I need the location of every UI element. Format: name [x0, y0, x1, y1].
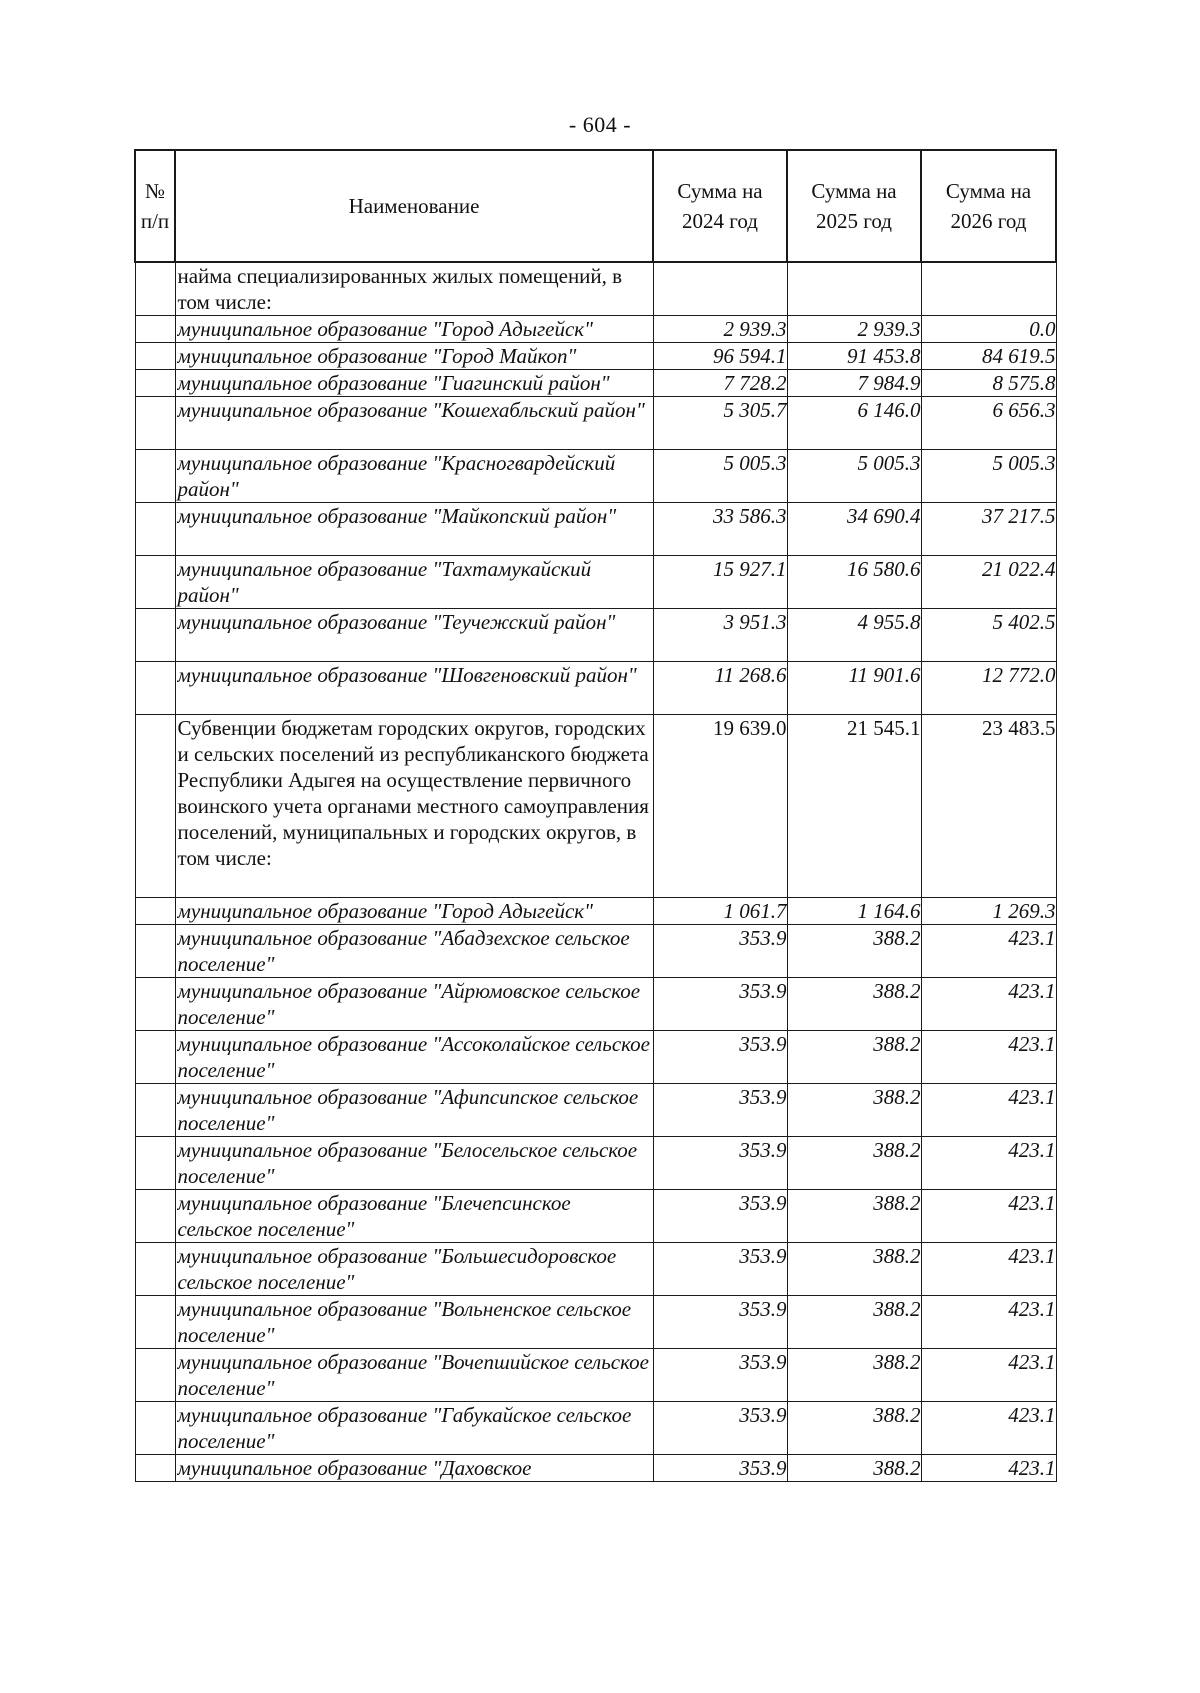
row-value-2025: 388.2	[787, 1031, 921, 1084]
row-value-2026: 6 656.3	[921, 397, 1056, 450]
table-row	[135, 370, 1056, 397]
table-row	[135, 1455, 1056, 1482]
row-number-cell	[135, 262, 175, 316]
row-number-cell	[135, 1455, 175, 1482]
row-value-2025: 388.2	[787, 1137, 921, 1190]
row-number-cell	[135, 1190, 175, 1243]
table-row	[135, 715, 1056, 898]
row-value-2025: 91 453.8	[787, 343, 921, 370]
table-header-row	[135, 150, 1056, 262]
row-number-cell	[135, 1349, 175, 1402]
table-row	[135, 1190, 1056, 1243]
row-value-2025: 2 939.3	[787, 316, 921, 343]
row-value-2024: 96 594.1	[653, 343, 787, 370]
row-number-cell	[135, 316, 175, 343]
row-value-2024: 7 728.2	[653, 370, 787, 397]
row-name-cell: муниципальное образование "Кошехабльский район"	[175, 397, 653, 450]
row-name-cell: муниципальное образование "Город Адыгейск"	[175, 898, 653, 925]
table-row	[135, 609, 1056, 662]
row-number-cell	[135, 556, 175, 609]
row-value-2025: 7 984.9	[787, 370, 921, 397]
row-number-cell	[135, 925, 175, 978]
row-number-cell	[135, 1243, 175, 1296]
row-name-cell: муниципальное образование "Вочепшийское сельское поселение"	[175, 1349, 653, 1402]
row-name-cell: муниципальное образование "Тахтамукайский район"	[175, 556, 653, 609]
row-value-2025: 388.2	[787, 925, 921, 978]
header-sum-2026: Сумма на 2026 год	[921, 150, 1056, 262]
row-name-cell: муниципальное образование "Айрюмовское сельское поселение"	[175, 978, 653, 1031]
row-value-2025: 21 545.1	[787, 715, 921, 898]
row-value-2025: 388.2	[787, 1455, 921, 1482]
row-value-2024: 353.9	[653, 1084, 787, 1137]
row-value-2026: 8 575.8	[921, 370, 1056, 397]
row-value-2025	[787, 262, 921, 316]
row-number-cell	[135, 1402, 175, 1455]
table-body	[135, 262, 1056, 1482]
row-value-2026: 1 269.3	[921, 898, 1056, 925]
table-row	[135, 343, 1056, 370]
row-value-2026: 423.1	[921, 925, 1056, 978]
row-number-cell	[135, 1296, 175, 1349]
row-name-cell: муниципальное образование "Шовгеновский район"	[175, 662, 653, 715]
row-value-2026: 423.1	[921, 1190, 1056, 1243]
table-row	[135, 556, 1056, 609]
table-row	[135, 1031, 1056, 1084]
row-value-2026: 5 402.5	[921, 609, 1056, 662]
row-name-cell: муниципальное образование "Абадзехское сельское поселение"	[175, 925, 653, 978]
row-name-cell: муниципальное образование "Ассоколайское сельское поселение"	[175, 1031, 653, 1084]
row-value-2026: 423.1	[921, 1243, 1056, 1296]
row-value-2025: 388.2	[787, 1402, 921, 1455]
row-value-2024: 353.9	[653, 978, 787, 1031]
row-value-2024: 15 927.1	[653, 556, 787, 609]
row-value-2024: 11 268.6	[653, 662, 787, 715]
row-number-cell	[135, 662, 175, 715]
row-name-cell: муниципальное образование "Гиагинский район"	[175, 370, 653, 397]
row-value-2024: 353.9	[653, 1349, 787, 1402]
row-number-cell	[135, 978, 175, 1031]
row-value-2025: 6 146.0	[787, 397, 921, 450]
table-row	[135, 503, 1056, 556]
row-value-2026: 23 483.5	[921, 715, 1056, 898]
row-value-2024: 353.9	[653, 1296, 787, 1349]
table-row	[135, 450, 1056, 503]
row-value-2025: 388.2	[787, 1190, 921, 1243]
table-row	[135, 1137, 1056, 1190]
row-value-2025: 388.2	[787, 1084, 921, 1137]
row-value-2024: 353.9	[653, 1402, 787, 1455]
row-value-2024: 33 586.3	[653, 503, 787, 556]
row-name-cell: муниципальное образование "Красногвардейский район"	[175, 450, 653, 503]
row-number-cell	[135, 503, 175, 556]
row-name-cell: Субвенции бюджетам городских округов, городских и сельских поселений из республиканского бюджета Республики Адыгея на осуществление первичного воинского учета органами местного самоуправления поселений, муниципальных и городских округов, в том числе:	[175, 715, 653, 898]
row-value-2026: 423.1	[921, 1084, 1056, 1137]
row-value-2025: 4 955.8	[787, 609, 921, 662]
budget-table-container	[134, 149, 1055, 1482]
table-row	[135, 898, 1056, 925]
row-name-cell: муниципальное образование "Белосельское сельское поселение"	[175, 1137, 653, 1190]
row-value-2024: 353.9	[653, 925, 787, 978]
table-row	[135, 1084, 1056, 1137]
table-row	[135, 397, 1056, 450]
row-value-2026: 423.1	[921, 1137, 1056, 1190]
row-value-2025: 388.2	[787, 1349, 921, 1402]
row-number-cell	[135, 397, 175, 450]
row-value-2026	[921, 262, 1056, 316]
table-row	[135, 1349, 1056, 1402]
header-name: Наименование	[175, 150, 653, 262]
row-value-2026: 21 022.4	[921, 556, 1056, 609]
row-name-cell: найма специализированных жилых помещений, в том числе:	[175, 262, 653, 316]
row-name-cell: муниципальное образование "Габукайское сельское поселение"	[175, 1402, 653, 1455]
row-name-cell: муниципальное образование "Город Майкоп"	[175, 343, 653, 370]
row-number-cell	[135, 450, 175, 503]
row-value-2026: 5 005.3	[921, 450, 1056, 503]
row-name-cell: муниципальное образование "Даховское	[175, 1455, 653, 1482]
row-value-2026: 423.1	[921, 1455, 1056, 1482]
row-number-cell	[135, 1137, 175, 1190]
table-row	[135, 316, 1056, 343]
row-number-cell	[135, 1084, 175, 1137]
row-value-2024: 3 951.3	[653, 609, 787, 662]
row-number-cell	[135, 1031, 175, 1084]
row-name-cell: муниципальное образование "Большесидоровское сельское поселение"	[175, 1243, 653, 1296]
row-name-cell: муниципальное образование "Блечепсинское сельское поселение"	[175, 1190, 653, 1243]
row-value-2026: 423.1	[921, 1031, 1056, 1084]
row-name-cell: муниципальное образование "Вольненское сельское поселение"	[175, 1296, 653, 1349]
row-value-2024: 353.9	[653, 1031, 787, 1084]
row-number-cell	[135, 370, 175, 397]
table-row	[135, 1296, 1056, 1349]
table-row	[135, 662, 1056, 715]
header-sum-2024: Сумма на 2024 год	[653, 150, 787, 262]
row-name-cell: муниципальное образование "Город Адыгейск"	[175, 316, 653, 343]
row-value-2026: 0.0	[921, 316, 1056, 343]
row-name-cell: муниципальное образование "Майкопский район"	[175, 503, 653, 556]
table-row	[135, 925, 1056, 978]
header-num: № п/п	[135, 150, 175, 262]
row-value-2026: 423.1	[921, 1349, 1056, 1402]
row-value-2026: 12 772.0	[921, 662, 1056, 715]
header-sum-2025: Сумма на 2025 год	[787, 150, 921, 262]
row-value-2025: 5 005.3	[787, 450, 921, 503]
row-value-2025: 1 164.6	[787, 898, 921, 925]
row-value-2025: 388.2	[787, 1243, 921, 1296]
row-value-2024	[653, 262, 787, 316]
row-number-cell	[135, 609, 175, 662]
table-row	[135, 1243, 1056, 1296]
row-value-2025: 34 690.4	[787, 503, 921, 556]
row-value-2026: 84 619.5	[921, 343, 1056, 370]
row-value-2024: 5 005.3	[653, 450, 787, 503]
row-value-2024: 353.9	[653, 1243, 787, 1296]
table-row	[135, 1402, 1056, 1455]
row-value-2026: 37 217.5	[921, 503, 1056, 556]
row-value-2024: 1 061.7	[653, 898, 787, 925]
row-number-cell	[135, 715, 175, 898]
row-name-cell: муниципальное образование "Теучежский район"	[175, 609, 653, 662]
row-value-2025: 388.2	[787, 978, 921, 1031]
row-value-2024: 353.9	[653, 1190, 787, 1243]
row-value-2026: 423.1	[921, 1296, 1056, 1349]
page-number: - 604 -	[568, 112, 632, 137]
row-value-2025: 11 901.6	[787, 662, 921, 715]
row-number-cell	[135, 343, 175, 370]
row-value-2024: 5 305.7	[653, 397, 787, 450]
row-value-2025: 16 580.6	[787, 556, 921, 609]
row-value-2026: 423.1	[921, 1402, 1056, 1455]
row-value-2024: 19 639.0	[653, 715, 787, 898]
row-name-cell: муниципальное образование "Афипсипское сельское поселение"	[175, 1084, 653, 1137]
budget-table	[134, 149, 1057, 1482]
table-row	[135, 978, 1056, 1031]
row-number-cell	[135, 898, 175, 925]
row-value-2024: 353.9	[653, 1455, 787, 1482]
table-row	[135, 262, 1056, 316]
row-value-2026: 423.1	[921, 978, 1056, 1031]
row-value-2024: 353.9	[653, 1137, 787, 1190]
row-value-2024: 2 939.3	[653, 316, 787, 343]
row-value-2025: 388.2	[787, 1296, 921, 1349]
